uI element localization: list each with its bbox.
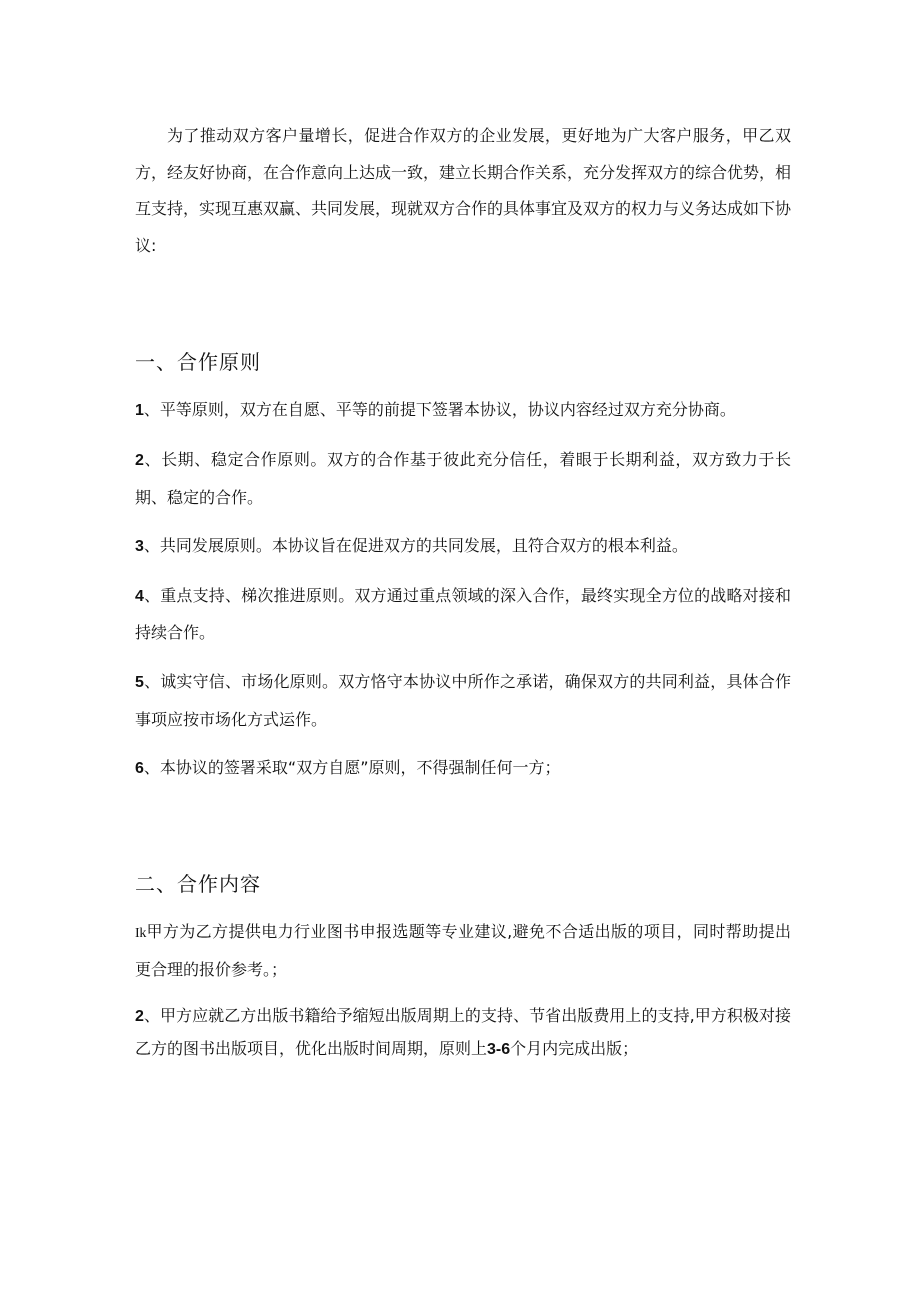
item-text: 、本协议的签署采取“双方自愿”原则，不得强制任何一方； [143, 758, 561, 778]
content-item-2 [135, 1000, 791, 1066]
principle-item-5 [135, 664, 791, 738]
item-number: 5 [135, 673, 144, 691]
item-number: 1 [135, 402, 144, 420]
item-number: Ik [135, 925, 147, 941]
item-text: 、共同发展原则。本协议旨在促进双方的共同发展，且符合双方的根本利益。 [143, 536, 688, 556]
principle-item-4 [135, 578, 791, 652]
item-number: 2 [135, 1007, 144, 1025]
item-text: 、诚实守信、市场化原则。双方恪守本协议中所作之承诺，确保双方的共同利益，具体合作事项应按市场化方式运作。 [135, 671, 791, 729]
item-duration: 3-6 [487, 1040, 511, 1058]
item-text-end: 个月内完成出版； [510, 1038, 639, 1058]
item-number: 3 [135, 538, 144, 556]
principle-item-2 [135, 442, 791, 516]
content-item-1 [135, 914, 791, 989]
principle-item-6 [135, 750, 791, 788]
section-heading-content: 二、合作内容 [135, 871, 261, 896]
item-text: 、平等原则，双方在自愿、平等的前提下签署本协议，协议内容经过双方充分协商。 [143, 400, 736, 420]
item-text: 甲方为乙方提供电力行业图书申报选题等专业建议,避免不合适出版的项目，同时帮助提出更合理的报价参考。； [135, 921, 791, 980]
item-text: 、长期、稳定合作原则。双方的合作基于彼此充分信任，着眼于长期利益，双方致力于长期、稳定的合作。 [135, 449, 791, 507]
item-number: 2 [135, 451, 144, 469]
intro-paragraph: 为了推动双方客户量增长，促进合作双方的企业发展，更好地为广大客户服务，甲乙双方，经友好协商，在合作意向上达成一致，建立长期合作关系，充分发挥双方的综合优势，相互支持，实现互惠双赢、共同发展，现就双方合作的具体事宜及双方的权力与义务达成如下协议: [135, 126, 792, 255]
item-text: 、重点支持、梯次推进原则。双方通过重点领域的深入合作，最终实现全方位的战略对接和持续合作。 [135, 585, 791, 643]
document-body [135, 118, 791, 1066]
principle-item-1 [135, 392, 791, 430]
section-heading-principles: 一、合作原则 [135, 350, 261, 375]
item-text: 、甲方应就乙方出版书籍给予缩短出版周期上的支持、节省出版费用上的支持,甲方积极对接乙方的图书出版项目，优化出版时间周期，原则上 [135, 1005, 791, 1058]
item-number: 4 [135, 587, 144, 605]
item-number: 6 [135, 760, 144, 778]
principle-item-3 [135, 528, 791, 566]
